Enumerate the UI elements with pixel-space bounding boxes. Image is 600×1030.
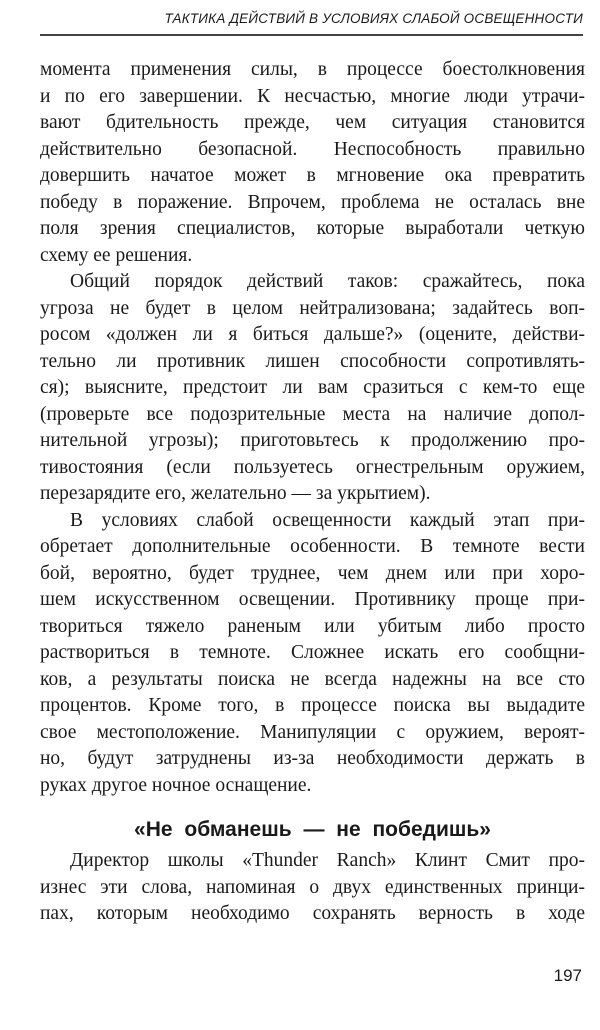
text-line: тельно ли противник лишен способности сопротивлять-: [40, 350, 585, 372]
text-line: росом «должен ли я биться дальше?» (оцените, действи-: [40, 324, 585, 345]
text-line: действительно безопасной. Неспособность правильно: [40, 138, 585, 160]
text-line: бой, вероятно, будет труднее, чем днем или при хоро-: [40, 562, 585, 584]
text-line: (проверьте все подозрительные места на наличие допол-: [40, 403, 585, 425]
text-line: вают бдительность прежде, чем ситуация становится: [40, 112, 585, 133]
text-line: ков, а результаты поиска не всегда надежны на все сто: [40, 668, 585, 690]
text-line: обретает дополнительные особенности. В темноте вести: [40, 536, 585, 557]
text-line: твориться тяжело раненым или убитым либо просто: [40, 615, 585, 637]
text-line: но, будут затруднены из-за необходимости держать в: [40, 748, 585, 769]
section-heading: «Не обманешь — не победишь»: [134, 818, 491, 841]
paragraph-4: [40, 848, 585, 928]
text-line: нительной угрозы); приготовьтесь к продолжению про-: [40, 430, 585, 451]
text-line: раствориться в темноте. Сложнее искать его сообщни-: [40, 642, 585, 663]
text-line: Общий порядок действий таков: сражайтесь, пока: [70, 271, 585, 292]
paragraph-1: [40, 57, 585, 269]
text-line: свое местоположение. Манипуляции с оружием, вероят-: [40, 721, 585, 743]
text-line: момента применения силы, в процессе боестолкновения: [40, 59, 585, 80]
text-line: В условиях слабой освещенности каждый этап при-: [70, 509, 585, 531]
text-line: пах, которым необходимо сохранять верность в ходе: [40, 903, 585, 924]
text-line: руках другое ночное оснащение.: [40, 774, 312, 796]
paragraph-3: [40, 508, 585, 800]
running-head: ТАКТИКА ДЕЙСТВИЙ В УСЛОВИЯХ СЛАБОЙ ОСВЕЩЕННОСТИ: [164, 11, 583, 26]
header-rule: [40, 34, 583, 36]
text-column: [40, 57, 585, 928]
text-line: шем искусственном освещении. Противнику проще при-: [40, 589, 585, 610]
text-line: победу в поражение. Впрочем, проблема не осталась вне: [40, 191, 585, 213]
text-line: угроза не будет в целом нейтрализована; задайтесь воп-: [40, 297, 585, 319]
text-line: поля зрения специалистов, которые выработали четкую: [40, 218, 585, 239]
paragraph-2: [40, 269, 585, 508]
text-line: и по его завершении. К несчастью, многие люди утрачи-: [40, 85, 585, 107]
text-line: тивостояния (если пользуетесь огнестрельным оружием,: [40, 456, 585, 478]
text-line: изнес эти слова, напоминая о двух единственных принци-: [40, 876, 585, 898]
text-line: процентов. Кроме того, в процессе поиска вы выдадите: [40, 695, 585, 716]
page-number: 197: [553, 966, 582, 985]
text-line: перезарядите его, желательно — за укрытием).: [40, 483, 431, 504]
text-line: ся); выясните, предстоит ли вам сразиться с кем-то еще: [40, 377, 585, 398]
text-line: схему ее решения.: [40, 244, 193, 266]
text-line: Директор школы «Thunder Ranch» Клинт Смит про-: [70, 850, 585, 871]
text-line: довершить начатое может в мгновение ока превратить: [40, 165, 585, 186]
